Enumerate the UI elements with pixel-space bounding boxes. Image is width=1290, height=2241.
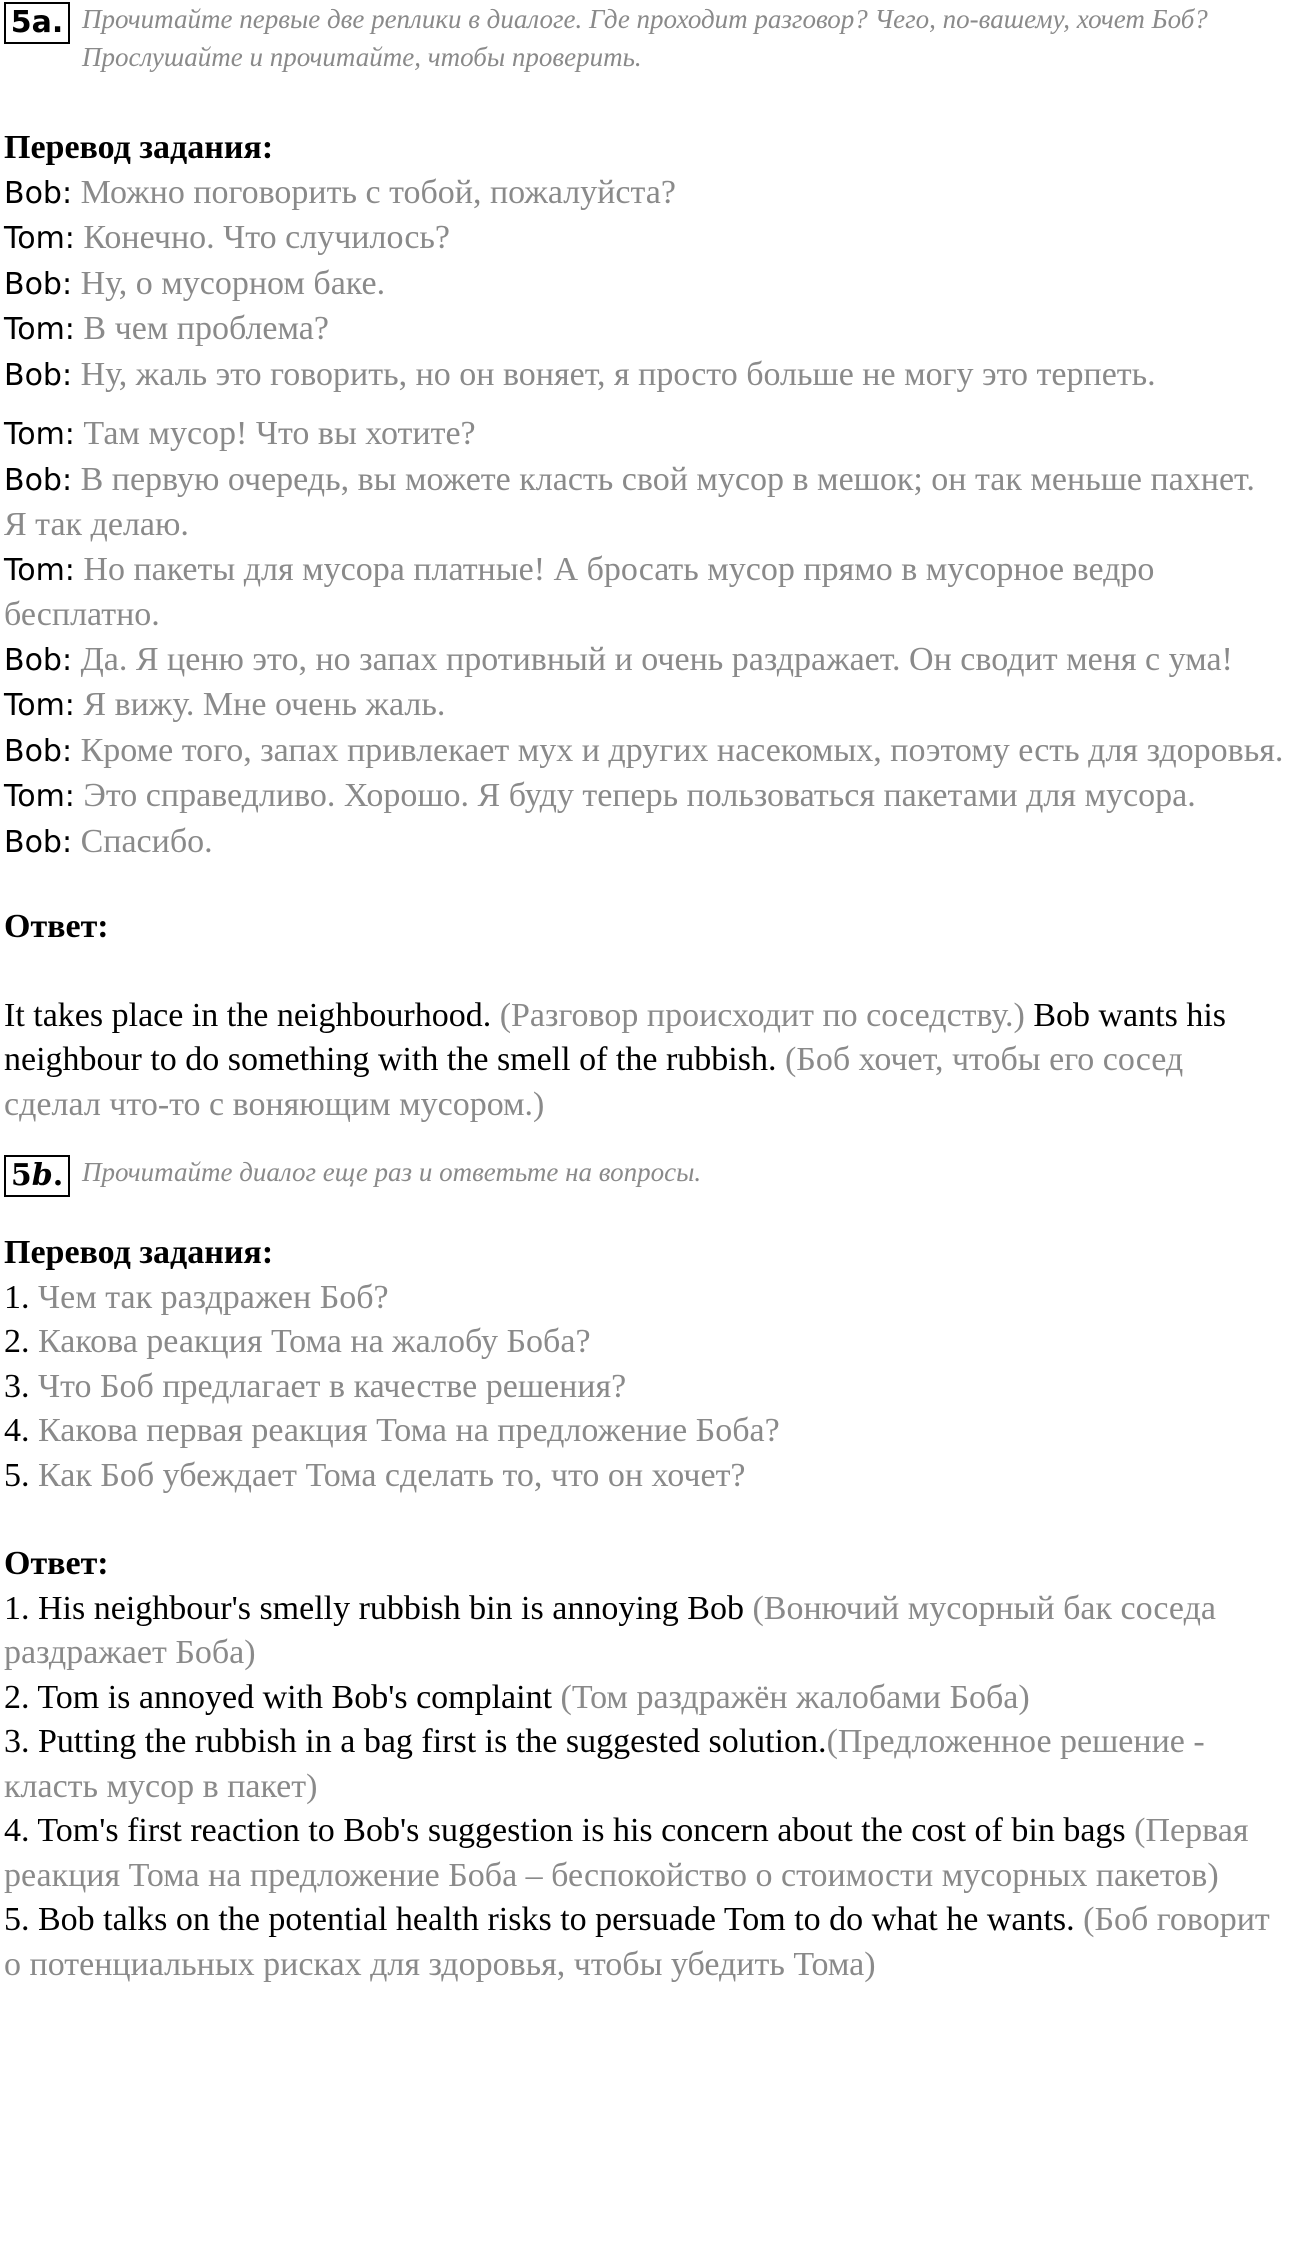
answer-item [4,1587,1284,1676]
task-5b-translation-title: Перевод задания: [4,1234,274,1271]
answer-ru: (Вонючий мусорный бак соседа раздражает Боба) [4,1589,1216,1671]
dialogue-line [4,262,1284,308]
task-5a-answer-title: Ответ: [4,908,109,945]
task-5b-number-dot: . [52,1158,64,1193]
dialogue-line [4,353,1284,399]
dialogue-text: Я вижу. Мне очень жаль. [83,686,446,723]
answer-en: 1. His neighbour's smelly rubbish bin is annoying Bob [4,1589,744,1627]
dialogue-line [4,820,1284,866]
question-text: Какова реакция Тома на жалобу Боба? [38,1323,591,1360]
answer-ru: (Разговор происходит по соседству.) [499,996,1025,1034]
task-5b-questions [4,1276,1284,1499]
answer-item [4,1676,1284,1721]
dialogue-line [4,683,1284,729]
answer-ru: (Предложенное решение - класть мусор в пакет) [4,1723,1205,1805]
question-text: Какова первая реакция Тома на предложение Боба? [38,1412,780,1449]
task-5a-instruction: Прочитайте первые две реплики в диалоге. Где проходит разговор? Чего, по-вашему, хочет Боб? Прослушайте и прочитайте, чтобы проверить. [82,4,1208,72]
question-text: Что Боб предлагает в качестве решения? [38,1367,627,1405]
task-5b-number-digit: 5 [10,1158,32,1193]
dialogue-line [4,412,1284,458]
question-item [4,1409,1284,1454]
speaker-label: Tom: [4,552,75,588]
question-number: 2. [4,1323,30,1360]
answer-en: Bob wants his neighbour to do something with the smell of the rubbish. [4,996,1227,1078]
dialogue-text: Да. Я ценю это, но запах противный и очень раздражает. Он сводит меня с ума! [80,640,1233,678]
speaker-label: Bob: [4,266,73,302]
dialogue-text: Но пакеты для мусора платные! А бросать мусор прямо в мусорное ведро бесплатно. [4,550,1155,633]
question-item [4,1276,1284,1321]
speaker-label: Bob: [4,175,73,211]
dialogue-text: Это справедливо. Хорошо. Я буду теперь пользоваться пакетами для мусора. [83,777,1196,814]
task-5a-number: 5a. [4,2,70,44]
speaker-label: Bob: [4,642,73,678]
task-5b-answers [4,1587,1284,1988]
speaker-label: Bob: [4,733,73,769]
dialogue-text: В первую очередь, вы можете класть свой мусор в мешок; он так меньше пахнет. Я так делаю. [4,460,1255,543]
answer-ru: (Первая реакция Тома на предложение Боба – беспокойство о стоимости мусорных пакетов) [4,1812,1249,1894]
task-5a-dialogue [4,171,1284,866]
task-5b-answer-title: Ответ: [4,1545,109,1582]
dialogue-line [4,638,1284,684]
dialogue-line [4,548,1284,638]
answer-item [4,1898,1284,1987]
question-number: 4. [4,1412,30,1449]
speaker-label: Tom: [4,688,75,723]
task-5b-number-letter: b [31,1158,53,1193]
speaker-label: Tom: [4,312,75,347]
question-number: 1. [4,1278,30,1316]
dialogue-text: Ну, о мусорном баке. [80,264,386,302]
task-5b-instruction: Прочитайте диалог еще раз и ответьте на вопросы. [82,1157,702,1187]
page [4,0,1284,1987]
answer-en: 3. Putting the rubbish in a bag first is the suggested solution. [4,1723,827,1760]
question-text: Как Боб убеждает Тома сделать то, что он хочет? [38,1456,746,1494]
speaker-label: Bob: [4,824,73,860]
dialogue-text: Там мусор! Что вы хотите? [83,415,476,452]
speaker-label: Tom: [4,779,75,814]
question-item [4,1365,1284,1410]
dialogue-line [4,774,1284,820]
answer-ru: (Боб хочет, чтобы его сосед сделал что-то с воняющим мусором.) [4,1041,1184,1123]
speaker-label: Tom: [4,417,75,452]
task-5b-number [4,1155,70,1197]
dialogue-line [4,307,1284,353]
dialogue-text: Можно поговорить с тобой, пожалуйста? [80,173,676,211]
answer-en: 5. Bob talks on the potential health risks to persuade Tom to do what he wants. [4,1901,1075,1938]
dialogue-text: В чем проблема? [83,310,329,347]
dialogue-line [4,216,1284,262]
dialogue-text: Кроме того, запах привлекает мух и других насекомых, поэтому есть для здоровья. [80,731,1284,769]
question-item [4,1320,1284,1365]
answer-ru: (Боб говорит о потенциальных рисках для здоровья, чтобы убедить Тома) [4,1901,1270,1983]
answer-en: It takes place in the neighbourhood. [4,996,492,1034]
dialogue-line [4,458,1284,548]
dialogue-text: Ну, жаль это говорить, но он воняет, я просто больше не могу это терпеть. [80,355,1156,393]
answer-en: 2. Tom is annoyed with Bob's complaint [4,1678,553,1716]
dialogue-line [4,171,1284,217]
task-5a-answer [4,994,1284,1128]
speaker-label: Tom: [4,221,75,256]
dialogue-text: Конечно. Что случилось? [83,219,451,256]
dialogue-text: Спасибо. [80,822,213,860]
question-item [4,1454,1284,1499]
task-5b-header [4,1153,1284,1203]
answer-ru: (Том раздражён жалобами Боба) [560,1678,1030,1716]
task-5a-translation-title: Перевод задания: [4,129,274,166]
answer-item [4,1720,1284,1809]
question-text: Чем так раздражен Боб? [38,1278,389,1316]
question-number: 5. [4,1456,30,1494]
answer-en: 4. Tom's first reaction to Bob's suggestion is his concern about the cost of bin bags [4,1812,1126,1849]
task-5a-header [4,0,1284,76]
dialogue-line [4,729,1284,775]
answer-item [4,1809,1284,1898]
question-number: 3. [4,1367,30,1405]
speaker-label: Bob: [4,462,73,498]
speaker-label: Bob: [4,357,73,393]
